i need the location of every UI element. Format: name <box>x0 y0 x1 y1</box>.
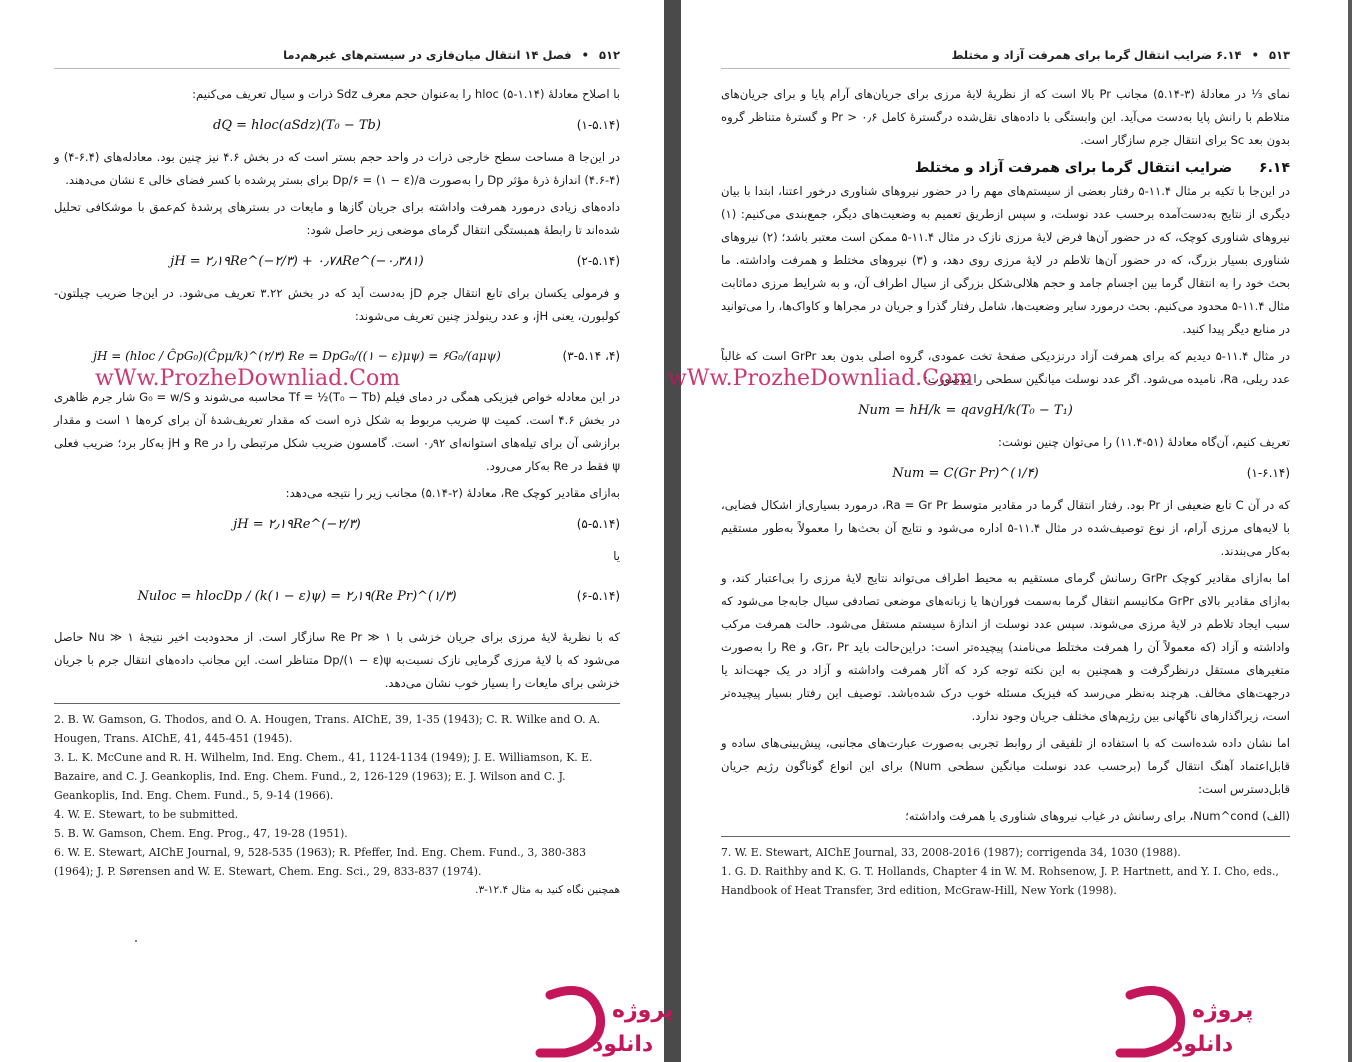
paragraph: یا <box>613 549 620 563</box>
footnotes <box>54 703 620 900</box>
equation <box>54 334 620 378</box>
equation-number: (۲-۵.۱۴) <box>576 254 620 268</box>
footnote: 4. W. E. Stewart, to be submitted. <box>54 808 239 821</box>
equation <box>54 574 620 618</box>
paragraph: با اصلاح معادلهٔ (۱.۱۴-۵) hloc را به‌عنوان حجم معرف Sdz ذرات و سیال تعریف می‌کنیم: <box>192 87 620 101</box>
paragraph: در این‌جا با تکیه بر مثال ۱۱.۴-۵ رفتار بعضی از سیستم‌های مهم را در حضور نیروهای شناوری درخور اعتنا، ابتدا با بیان دیگری از نتایج به‌دست‌آمده برحسب عدد نوسلت، و سپس ازطریق تعمیم به وضعیت‌های دیگر، جمع‌بندی می‌کنیم: (۱) نیروهای شناوری کوچک، که در حضور آن‌ها فرض لایهٔ مرزی نازک در مثال ۱۱.۴-۵ ممکن است معتبر باشد؛ (۲) نیروهای شناوری بسیار بزرگ، که در حضور آن‌ها تلاطم در لایهٔ مرزی روی دهد، و (۳) نیروهای مختلط و همرفت واداشته. ما بحث خود را به انتقال گرما بین اجسام جامد و حجم هلالی‌شکل بزرگی از سیال اطراف آن، و به شرایط مرزی دماثابت مثال ۱۱.۴-۵ محدود می‌کنیم. بحث درمورد سایر وضعیت‌ها، شامل رفتار گذرا و جریان در مجراها و کاواک‌ها، را می‌توانید در منابع دیگر پیدا کنید. <box>721 184 1290 336</box>
paragraph: و فرمولی یکسان برای تابع انتقال جرم jD به‌دست آید که در بخش ۳.۲۲ تعریف می‌شود. در این‌جا ضریب چیلتون-کولبورن، یعنی jH، و عدد رینولدز چنین تعریف می‌شوند: <box>54 286 620 323</box>
footnote: همچنین نگاه کنید به مثال ۱۲.۴-۳. <box>475 884 620 896</box>
paragraph: در این معادله خواص فیزیکی همگی در دمای فیلم Tf = ½(T₀ − Tb) محاسبه می‌شوند و G₀ = w/S شار جرم ظاهری در بخش ۴.۶ است. کمیت ψ ضریب مربوط به شکل ذره است که مقدار تعریف‌شدهٔ آن برای کره‌ها ۱ است و مقدار برازشی آن برای تیله‌های استوانه‌ای ۰٫۹۲ است. گامسون ضریب شکل مرتبطی را در Re و jH به‌کار برد؛ ضریب فعلی ψ فقط در Re به‌کار می‌رود. <box>54 390 620 473</box>
equation-formula: jH = ۲٫۱۹Re^(−۲/۳) <box>233 516 361 532</box>
equation <box>54 248 620 274</box>
equation-number: (۵-۵.۱۴) <box>576 517 620 531</box>
equation <box>54 112 620 138</box>
footnotes <box>721 836 1290 900</box>
paragraph: که با نظریهٔ لایهٔ مرزی برای جریان خزشی با Re Pr ≫ ۱ سازگار است. از محدودیت اخیر نتیجهٔ Nu ≫ ۱ حاصل می‌شود که با لایهٔ مرزی گرمایی نازک نسبت‌به Dp/(۱ − ε)ψ متناظر است. این مجانب داده‌های انتقال جرم با جریان خزشی برای مایعات را بسیار خوب نشان می‌دهد. <box>54 630 620 690</box>
svg-text:دانلود: دانلود <box>592 1032 654 1057</box>
paragraph: به‌ازای مقادیر کوچک Re، معادلهٔ (۲-۵.۱۴) مجانب زیر را نتیجه می‌دهد: <box>285 486 620 500</box>
paragraph: در مثال ۱۱.۴-۵ دیدیم که برای همرفت آزاد درنزدیکی صفحهٔ تخت عمودی، گروه اصلی بدون بعد GrPr است که غالباً عدد ریلی، Ra، نامیده می‌شود. اگر عدد نوسلت میانگین سطحی را به‌صورت: <box>721 349 1290 386</box>
section-heading <box>721 160 1290 176</box>
footnote: 6. W. E. Stewart, AIChE Journal, 9, 528-535 (1963); R. Pfeffer, Ind. Eng. Chem. Fund., 3, 380-383 (1964); J. P. Sørensen and W. E. Stewart, Chem. Eng. Sci., 29, 833-837 (1974). <box>54 846 587 878</box>
section-title: ضرایب انتقال گرما برای همرفت آزاد و مختلط <box>914 160 1233 176</box>
page-number: ۵۱۲ <box>598 48 620 62</box>
footnote: 1. G. D. Raithby and K. G. T. Hollands, Chapter 4 in W. M. Rohsenow, J. P. Hartnett, and Y. I. Cho, eds., Handbook of Heat Transfer, 3rd edition, McGraw-Hill, New York (1998). <box>721 865 1279 897</box>
footnote: 5. B. W. Gamson, Chem. Eng. Prog., 47, 19-28 (1951). <box>54 827 348 840</box>
equation-number: (۴، ۳-۵.۱۴) <box>562 349 620 363</box>
equation-number: (۶-۵.۱۴) <box>576 589 620 603</box>
chapter-title: ۶.۱۴ ضرایب انتقال گرما برای همرفت آزاد و مختلط <box>951 48 1242 62</box>
equation <box>721 397 1290 423</box>
equation-formula: jH = ۲٫۱۹Re^(−۲/۳) + ۰٫۷۸Re^(−۰٫۳۸۱) <box>170 253 424 269</box>
page-number: ۵۱۳ <box>1268 48 1290 62</box>
equation-formula: dQ = hloc(aSdz)(T₀ − Tb) <box>213 117 381 133</box>
footnote: 7. W. E. Stewart, AIChE Journal, 33, 2008-2016 (1987); corrigenda 34, 1030 (1988). <box>721 846 1181 859</box>
paragraph: اما نشان داده شده‌است که با استفاده از تلفیقی از روابط تجربی به‌صورت عبارت‌های مجانبی، پیش‌بینی‌های ساده و قابل‌اعتماد آهنگ انتقال گرما (برحسب عدد نوسلت میانگین سطحی Num) برای این انواع گوناگون رژیم جریان قابل‌دسترس است: <box>721 736 1290 796</box>
scrollbar[interactable] <box>1348 0 1352 1062</box>
footnote: 3. L. K. McCune and R. H. Wilhelm, Ind. Eng. Chem., 41, 1124-1134 (1949); J. E. Williamson, K. E. Bazaire, and C. J. Geankoplis, Ind. Eng. Chem. Fund., 2, 126-129 (1963); E. J. Wilson and C. J. Geankoplis, Ind. Eng. Chem. Fund., 5, 9-14 (1966). <box>54 751 593 802</box>
page-512 <box>0 0 664 1062</box>
chapter-title: فصل ۱۴ انتقال میان‌فازی در سیستم‌های غیرهم‌دما <box>283 48 572 62</box>
equation-number: (۱-۶.۱۴) <box>1246 466 1290 480</box>
paragraph: داده‌های زیادی درمورد همرفت واداشته برای جریان گازها و مایعات در بسترهای پرشدهٔ کم‌عمق با موشکافی تحلیل شده‌اند تا رابطهٔ همبستگی انتقال گرمای موضعی زیر حاصل شود: <box>54 200 620 237</box>
svg-text:دانلود: دانلود <box>1172 1032 1234 1057</box>
svg-text:پروژه: پروژه <box>612 998 674 1023</box>
scan-speck <box>135 940 137 942</box>
footnote: 2. B. W. Gamson, G. Thodos, and O. A. Hougen, Trans. AIChE, 39, 1-35 (1943); C. R. Wilke and O. A. Hougen, Trans. AIChE, 41, 445-451 (1945). <box>54 713 601 745</box>
paragraph: نمای ⅓ در معادلهٔ (۳-۵.۱۴) مجانب Pr بالا است که از نظریهٔ لایهٔ مرزی برای جریان‌های آرام پایا و برای جریان‌های متلاطم با رانش پایا به‌دست می‌آید. این وابستگی با داده‌های نقل‌شده درگسترهٔ کامل Pr > ۰٫۶ و گسترهٔ متناظر گروه بدون بعد Sc برای انتقال جرم سازگار است. <box>721 87 1290 147</box>
equation <box>721 460 1290 486</box>
paragraph: (الف) Num^cond، برای رسانش در غیاب نیروهای شناوری یا همرفت واداشته؛ <box>905 809 1290 823</box>
watermark-text: wWw.ProzheDownliad.Com <box>95 366 401 391</box>
watermark-text: wWw.ProzheDownliad.Com <box>668 366 974 391</box>
paragraph: که در آن C تابع ضعیفی از Pr بود. رفتار انتقال گرما در مقادیر متوسط Ra = Gr Pr، درمورد بسیاری‌از اشکال فضایی، با لایه‌های مرزی آرام، از نوع توصیف‌شده در مثال ۱۱.۴-۵ اداره می‌شود و نتایج آن بحث‌ها را معمولاً به‌طور مستقیم به‌کار می‌بندند. <box>721 498 1291 558</box>
equation-formula: jH = (hloc / ĈpG₀)(Ĉpμ/k)^(۲/۳) Re = DpG₀/((۱ − ε)μψ) = ۶G₀/(aμψ) <box>93 349 501 363</box>
running-head <box>54 48 620 69</box>
bullet: • <box>1251 48 1259 62</box>
equation <box>54 511 620 537</box>
paragraph: در این‌جا a مساحت سطح خارجی ذرات در واحد حجم بستر است که در بخش ۴.۶ نیز چنین بود. معادله‌های (۶.۴-۴) و (۴-۴.۶) اندازهٔ ذرهٔ مؤثر Dp را به‌صورت Dp/۶ = (۱ − ε)/a برای بستر پرشده با کسر فضای خالی ε نشان می‌دهند. <box>54 150 620 187</box>
bullet: • <box>581 48 589 62</box>
svg-text:پروژه: پروژه <box>1192 998 1254 1023</box>
section-number: ۶.۱۴ <box>1259 160 1290 176</box>
page-gutter <box>664 0 681 1062</box>
equation-number: (۱-۵.۱۴) <box>576 118 620 132</box>
equation-formula: Nuloc = hlocDp / (k(۱ − ε)ψ) = ۲٫۱۹(Re Pr)^(۱/۳) <box>137 588 457 604</box>
paragraph: تعریف کنیم، آن‌گاه معادلهٔ (۵۱-۱۱.۴) را می‌توان چنین نوشت: <box>998 435 1290 449</box>
paragraph: اما به‌ازای مقادیر کوچک GrPr رسانش گرمای مستقیم به محیط اطراف می‌تواند نتایج لایهٔ مرزی را بی‌اعتبار کند، و به‌ازای مقادیر بالای GrPr مکانیسم انتقال گرما به‌سمت فوران‌ها یا زبانه‌های موضعی تصادفی سیال جابه‌جا می‌شود که سبب ایجاد تلاطم در لایهٔ مرزی می‌شوند. سپس عدد نوسلت از اندازهٔ سیستم مستقل می‌شود. حالت همرفت مرکب واداشته و آزاد (که معمولاً آن را همرفت مختلط می‌نامند) پیچیده‌تر است: دراین‌حالت باید Gr، Pr، و Re را به‌صورت متغیرهای مستقل درنظرگرفت و همچنین به این نکته توجه کرد که آثار همرفت واداشته و آزاد در یک جهت‌اند یا درجهت‌های مخالف. هرچند به‌نظر می‌رسد که فیزیک مسئله خوب درک شده‌باشد. توصیف این رفتار بسیار پیچیده‌تر است، زیراگذارهای ناگهانی بین رژیم‌های مختلف جریان وجود ندارد. <box>721 571 1290 723</box>
running-head <box>721 48 1290 69</box>
page-513 <box>681 0 1348 1062</box>
equation-formula: Num = hH/k = qavgH/k(T₀ − T₁) <box>858 402 1073 418</box>
equation-formula: Num = C(Gr Pr)^(۱/۴) <box>892 465 1039 481</box>
